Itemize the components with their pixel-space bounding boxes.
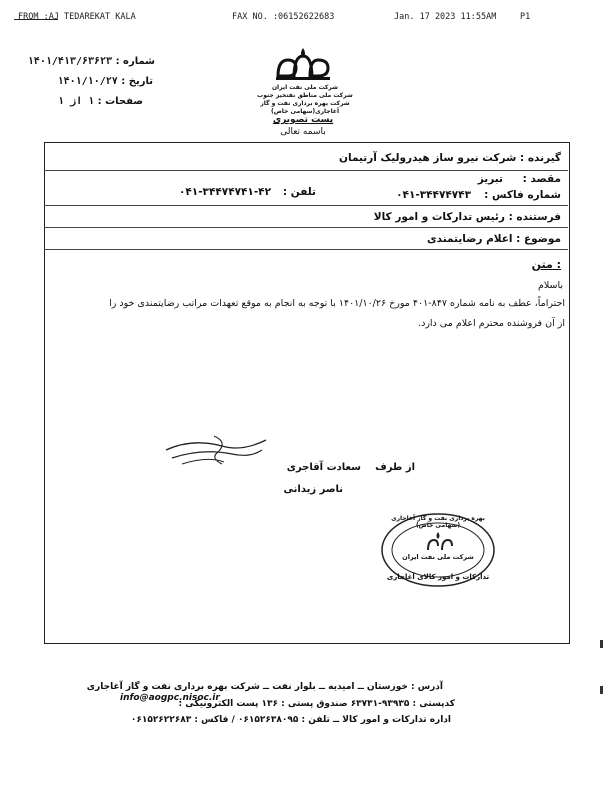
fax-page: P1: [520, 12, 531, 22]
org-line-1: شرکت ملی نفت ایران: [271, 84, 339, 91]
recipient: گیرنده : شرکت نیرو ساز هیدرولیک آرتیمان: [339, 152, 561, 164]
pages-label: صفحات :: [97, 96, 143, 107]
sender: فرستنده : رئیس تدارکات و امور کالا: [373, 211, 561, 223]
destination-value: تبریز: [477, 173, 503, 185]
fax-datetime: Jan. 17 2023 11:55AM: [394, 12, 497, 22]
letter-date: [58, 76, 153, 87]
fax-field-value: ۰۴۱-۳۴۴۷۴۷۴۳: [396, 189, 471, 201]
org-name: [236, 84, 374, 116]
fax-field-label: شماره فاکس :: [484, 189, 561, 201]
post-label: پست تصویری: [272, 115, 334, 125]
footer-dept: اداره تدارکات و امور کالا ــ تلفن : ۰۶۱۵۲۶۳۸۰۹۵ / فاکس : ۰۶۱۵۲۶۲۲۶۸۳: [130, 715, 451, 725]
org-line-2: شرکت ملی مناطق نفتخیز جنوب: [257, 92, 353, 99]
subject: موضوع : اعلام رضایتمندی: [427, 233, 561, 245]
footer-postal: کدپستی : ۹۳۹۳۵-۶۳۷۳۱ صندوق پستی : ۱۳۶ پست الکترونیکی :: [178, 699, 455, 709]
row-divider: [44, 170, 568, 171]
org-line-3: شرکت بهره برداری نفت و گاز آغاجاری(سهامی خاص): [260, 100, 350, 115]
row-divider: [44, 227, 568, 228]
number-value: ۱۴۰۱/۴۱۳/۶۳۶۲۳: [27, 56, 113, 67]
salutation: باسلام: [537, 280, 563, 291]
letter-number: [28, 56, 155, 67]
from-label: از طرف: [375, 462, 415, 473]
scan-mark: [600, 686, 603, 694]
phone-label: تلفن :: [282, 186, 316, 198]
fax-number: FAX NO. :06152622683: [232, 12, 335, 22]
pages-value: ۱ از ۱: [58, 96, 95, 107]
fax-from: FROM :AJ TEDAREKAT KALA: [18, 12, 136, 22]
letter-pages: [58, 96, 143, 107]
number-label: شماره :: [115, 56, 155, 67]
fax-header: [14, 12, 604, 26]
row-divider: [44, 205, 568, 206]
row-divider: [44, 249, 568, 250]
stamp-outer-text: بهره برداری نفت و گاز آغاجاری (سهامی خاص): [391, 515, 485, 529]
scan-mark: [600, 640, 603, 648]
signer-name-1: سعادت آقاجری: [286, 462, 361, 473]
footer-address: آدرس : خوزستان ــ امیدیه ــ بلوار نفت ــ شرکت بهره برداری نفت و گاز آغاجاری: [86, 682, 443, 692]
signer-name-2: ناصر زیدانی: [283, 484, 343, 495]
handwritten-signature: [162, 428, 272, 478]
body-line-1: احتراماً، عطف به نامه شماره ۸۴۷-۴۰۱ مورخ ۱۴۰۱/۱۰/۲۶ با توجه به انجام به موقع تعهدات مراتب رضایتمندی خود را: [109, 298, 565, 309]
body-heading: متن :: [531, 258, 561, 271]
phone-value: ۰۴۱-۳۴۴۷۴۷۴۱-۴۲: [178, 186, 271, 198]
date-value: ۱۴۰۱/۱۰/۲۷: [57, 76, 118, 87]
stamp-bottom-text: تدارکات و امور کالای آغاجاری: [386, 573, 490, 581]
nioc-logo-icon: [274, 46, 332, 82]
basmala-title: باسمه تعالی: [280, 127, 326, 137]
destination-label: مقصد :: [522, 173, 561, 185]
body-line-2: از آن فروشنده محترم اعلام می دارد.: [418, 318, 565, 329]
footer-email: info@aogpc.nisoc.ir: [120, 693, 220, 703]
stamp-center-text: شرکت ملی نفت ایران: [402, 553, 474, 561]
date-label: تاریخ :: [121, 76, 153, 87]
